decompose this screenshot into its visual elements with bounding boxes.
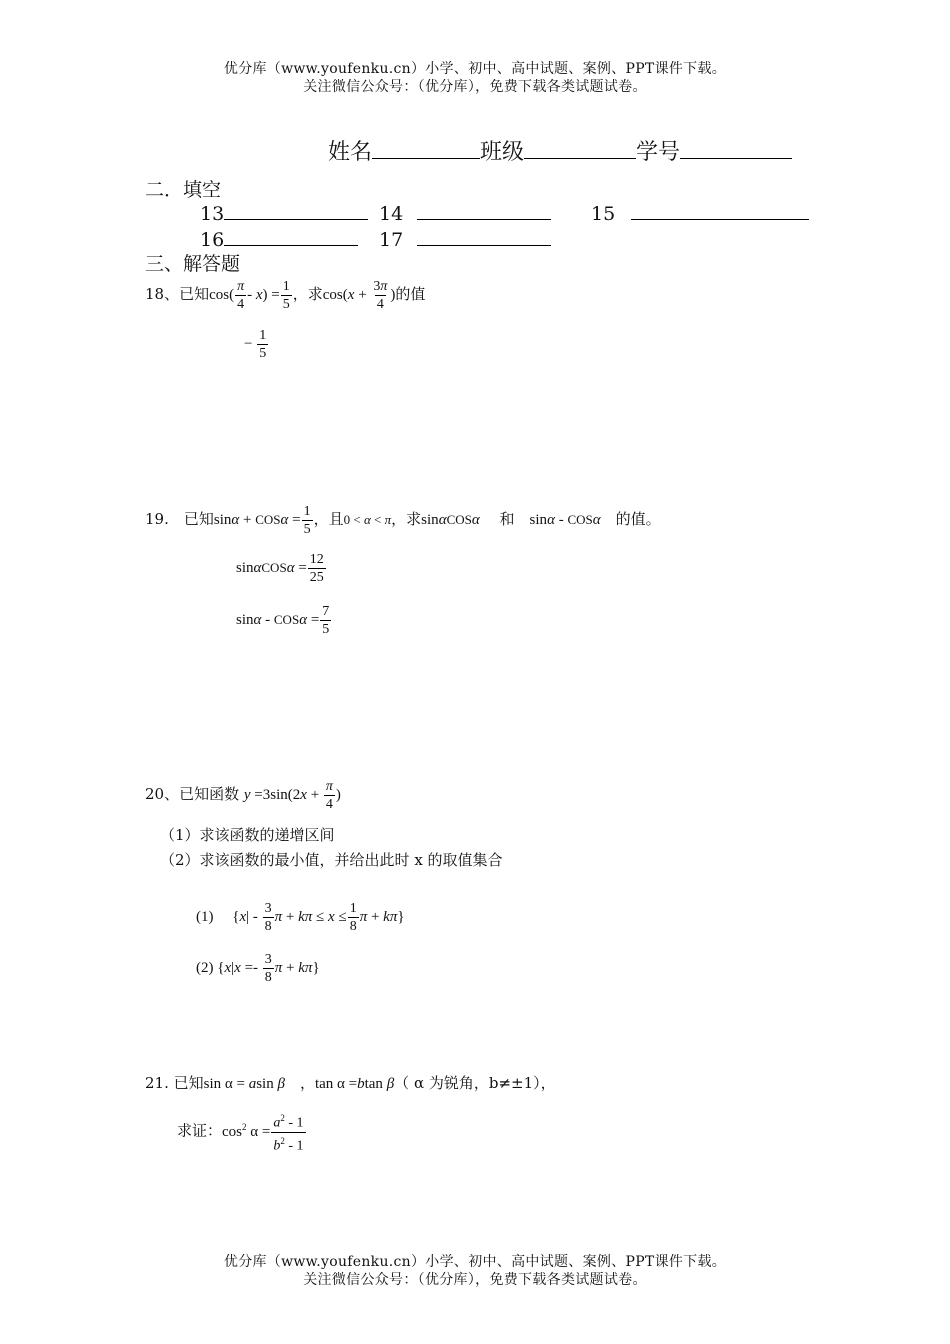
q21-formula: $\cos^2 \alpha$ = $\frac{a^2 - 1}{b^2 - 1}$ (222, 1113, 304, 1154)
q20-ans1-label: (1) (196, 908, 214, 925)
q19-answer-1: sinαCOSα = $\frac{12}{25}$ (236, 552, 324, 585)
fill-section-title: 二．填空 (145, 179, 222, 201)
q18-answer-sign: − (244, 335, 253, 352)
q18-answer-den: 5 (259, 346, 267, 361)
q21-prove-label: 求证： (177, 1121, 223, 1140)
q18-label: 18、已知 (145, 284, 210, 303)
q19-and: 和 (499, 509, 515, 528)
q20-ans2-label: (2) (196, 959, 214, 976)
question-18 (145, 278, 425, 313)
q19-ans1-den: 25 (309, 570, 324, 585)
blank-label: 13 (200, 203, 225, 225)
q19-answer-2: sinα - COSα = $\frac{7}{5}$ (236, 604, 330, 637)
blank-line[interactable] (224, 227, 358, 246)
blank-label: 15 (591, 203, 616, 225)
blank-line[interactable] (417, 227, 551, 246)
blank-13 (200, 201, 368, 225)
q19-expr2: sinα - COSα (529, 511, 601, 528)
blank-14 (379, 201, 551, 225)
header-line-1: 优分库（www.youfenku.cn）小学、初中、高中试题、案例、PPT课件下载。 (223, 61, 727, 77)
q21-given: sin α = asin β ，tan α =btan β (203, 1076, 395, 1092)
q20-subquestion-1: （1）求该函数的递增区间 (160, 826, 335, 844)
q21-prove (177, 1110, 307, 1154)
blank-label: 14 (379, 203, 404, 225)
blank-line[interactable] (417, 201, 551, 220)
q21-label: 21. 已知 (145, 1074, 204, 1092)
q19-end: 的值。 (615, 509, 661, 528)
name-label: 姓名 (328, 140, 373, 165)
blank-17 (379, 227, 551, 251)
q19-ans1-num: 12 (309, 552, 324, 567)
q20-subquestion-2: （2）求该函数的最小值，并给出此时 x 的取值集合 (160, 851, 503, 869)
blank-16 (200, 227, 358, 251)
name-blank[interactable] (372, 140, 480, 159)
q19-label: 19. 已知 (145, 509, 214, 528)
class-blank[interactable] (524, 140, 636, 159)
q19-expr1: sinαCOSα (421, 511, 480, 528)
q19-ans2-num: 7 (322, 604, 330, 619)
blank-line[interactable] (631, 201, 809, 220)
q18-answer (244, 327, 269, 362)
question-20 (145, 778, 341, 813)
q19-range: 0 < α < π (343, 511, 392, 527)
question-21 (145, 1072, 556, 1093)
q19-condition: sinα + COSα = $\frac{1}{5}$ (213, 504, 311, 537)
q21-note: （ α 为锐角，b≠±1）， (394, 1074, 556, 1092)
blank-label: 16 (200, 229, 225, 251)
id-label: 学号 (636, 140, 681, 165)
q20-answer-1: (1) {x| - $\frac{3}{8}$ π + kπ ≤ x ≤ $\frac{1}{8}$ π + kπ} (196, 901, 405, 934)
student-info-row (328, 135, 792, 166)
class-label: 班级 (480, 140, 525, 165)
question-19 (145, 503, 661, 538)
q19-ask: ，求 (391, 509, 422, 528)
q18-formula-target: cos(x + $\frac{3\pi}{4}$ ) (322, 279, 396, 312)
q19-ans2-den: 5 (322, 622, 330, 637)
blank-label: 17 (379, 229, 404, 251)
solve-section-title: 三、解答题 (145, 253, 241, 275)
q20-function: y =3sin(2x + $\frac{\pi}{4}$ ) (243, 779, 341, 812)
footer-line-2: 关注微信公众号：（优分库），免费下载各类试题试卷。 (303, 1272, 647, 1288)
blank-15 (591, 201, 809, 225)
id-blank[interactable] (680, 140, 792, 159)
q20-label: 20、已知函数 (145, 784, 240, 803)
q18-answer-num: 1 (259, 328, 267, 343)
blank-line[interactable] (224, 201, 368, 220)
q18-formula-given: cos( $\frac{\pi}{4}$ - x) = $\frac{1}{5}$ (209, 279, 290, 312)
header-line-2: 关注微信公众号：（优分库），免费下载各类试题试卷。 (303, 79, 647, 95)
q18-mid: ，求 (292, 284, 323, 303)
q18-end: 的值 (395, 284, 426, 303)
q20-answer-2: (2) {x|x =- $\frac{3}{8}$ π + kπ} (196, 952, 320, 985)
footer-line-1: 优分库（www.youfenku.cn）小学、初中、高中试题、案例、PPT课件下载。 (223, 1254, 727, 1270)
q19-cond: ，且 (313, 509, 344, 528)
